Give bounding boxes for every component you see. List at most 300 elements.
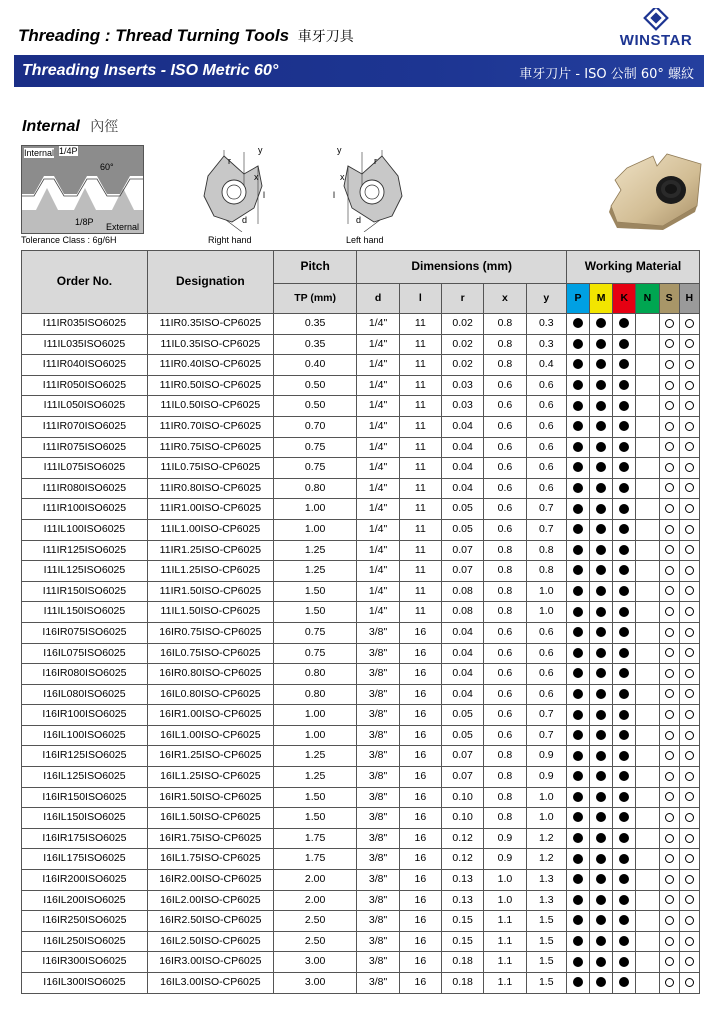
cell-material-n xyxy=(636,458,659,479)
cell-material-s xyxy=(659,540,679,561)
suitable-circle-icon xyxy=(685,957,694,966)
cell-r: 0.04 xyxy=(442,622,484,643)
cell-material-k xyxy=(613,519,636,540)
profile-quarter-pitch: 1/4P xyxy=(59,146,78,156)
cell-tp: 0.70 xyxy=(273,416,357,437)
suitable-circle-icon xyxy=(665,463,674,472)
cell-d: 3/8" xyxy=(357,931,399,952)
cell-material-m xyxy=(590,540,613,561)
cell-material-p xyxy=(566,828,589,849)
recommended-dot-icon xyxy=(596,812,606,822)
cell-x: 0.6 xyxy=(484,622,526,643)
cell-d: 3/8" xyxy=(357,973,399,994)
cell-designation: 16IR2.00ISO-CP6025 xyxy=(147,870,273,891)
suitable-circle-icon xyxy=(665,381,674,390)
cell-material-p xyxy=(566,581,589,602)
cell-d: 1/4" xyxy=(357,334,399,355)
cell-designation: 11IR0.80ISO-CP6025 xyxy=(147,478,273,499)
cell-x: 0.6 xyxy=(484,519,526,540)
cell-material-s xyxy=(659,911,679,932)
cell-order-no: I16IL125ISO6025 xyxy=(22,767,148,788)
recommended-dot-icon xyxy=(619,565,629,575)
spec-table xyxy=(21,250,700,994)
cell-d: 1/4" xyxy=(357,561,399,582)
cell-designation: 11IL0.35ISO-CP6025 xyxy=(147,334,273,355)
cell-r: 0.08 xyxy=(442,581,484,602)
cell-material-s xyxy=(659,622,679,643)
table-row xyxy=(22,499,700,520)
cell-material-h xyxy=(679,911,699,932)
cell-material-h xyxy=(679,787,699,808)
cell-material-k xyxy=(613,664,636,685)
cell-x: 1.1 xyxy=(484,952,526,973)
page-title xyxy=(18,26,354,46)
cell-material-k xyxy=(613,561,636,582)
rh-dim-x: x xyxy=(254,172,259,182)
cell-x: 0.6 xyxy=(484,396,526,417)
cell-l: 11 xyxy=(399,499,441,520)
cell-y: 1.5 xyxy=(526,911,566,932)
cell-material-k xyxy=(613,540,636,561)
cell-order-no: I11IR100ISO6025 xyxy=(22,499,148,520)
cell-material-s xyxy=(659,561,679,582)
cell-material-s xyxy=(659,416,679,437)
recommended-dot-icon xyxy=(573,648,583,658)
suitable-circle-icon xyxy=(685,607,694,616)
suitable-circle-icon xyxy=(685,710,694,719)
cell-material-m xyxy=(590,849,613,870)
cell-designation: 11IR0.75ISO-CP6025 xyxy=(147,437,273,458)
cell-d: 1/4" xyxy=(357,314,399,335)
cell-material-h xyxy=(679,334,699,355)
cell-l: 16 xyxy=(399,643,441,664)
cell-material-n xyxy=(636,499,659,520)
cell-order-no: I16IL250ISO6025 xyxy=(22,931,148,952)
cell-material-s xyxy=(659,437,679,458)
suitable-circle-icon xyxy=(685,360,694,369)
recommended-dot-icon xyxy=(619,380,629,390)
cell-y: 0.6 xyxy=(526,622,566,643)
cell-material-n xyxy=(636,808,659,829)
cell-l: 16 xyxy=(399,828,441,849)
cell-d: 3/8" xyxy=(357,664,399,685)
lh-dim-l: l xyxy=(333,190,335,200)
cell-material-n xyxy=(636,828,659,849)
cell-material-n xyxy=(636,622,659,643)
table-row xyxy=(22,684,700,705)
recommended-dot-icon xyxy=(573,751,583,761)
cell-order-no: I11IL150ISO6025 xyxy=(22,602,148,623)
cell-d: 1/4" xyxy=(357,375,399,396)
recommended-dot-icon xyxy=(596,710,606,720)
suitable-circle-icon xyxy=(665,566,674,575)
material-p: P xyxy=(566,284,589,314)
cell-x: 1.1 xyxy=(484,911,526,932)
cell-material-p xyxy=(566,561,589,582)
recommended-dot-icon xyxy=(619,607,629,617)
recommended-dot-icon xyxy=(619,895,629,905)
header-d: d xyxy=(357,284,399,314)
recommended-dot-icon xyxy=(573,421,583,431)
cell-tp: 0.80 xyxy=(273,664,357,685)
cell-r: 0.10 xyxy=(442,787,484,808)
cell-material-m xyxy=(590,561,613,582)
cell-x: 0.8 xyxy=(484,561,526,582)
cell-material-p xyxy=(566,416,589,437)
cell-material-p xyxy=(566,725,589,746)
suitable-circle-icon xyxy=(665,772,674,781)
cell-material-h xyxy=(679,375,699,396)
cell-d: 3/8" xyxy=(357,952,399,973)
material-m: M xyxy=(590,284,613,314)
table-row xyxy=(22,334,700,355)
table-row xyxy=(22,849,700,870)
cell-tp: 1.00 xyxy=(273,519,357,540)
recommended-dot-icon xyxy=(596,874,606,884)
recommended-dot-icon xyxy=(573,586,583,596)
cell-material-m xyxy=(590,375,613,396)
recommended-dot-icon xyxy=(573,668,583,678)
rh-dim-y: y xyxy=(258,145,263,155)
cell-order-no: I16IR175ISO6025 xyxy=(22,828,148,849)
cell-material-n xyxy=(636,437,659,458)
suitable-circle-icon xyxy=(665,483,674,492)
cell-r: 0.05 xyxy=(442,519,484,540)
cell-material-p xyxy=(566,849,589,870)
cell-tp: 1.00 xyxy=(273,705,357,726)
cell-r: 0.13 xyxy=(442,890,484,911)
cell-designation: 11IR0.50ISO-CP6025 xyxy=(147,375,273,396)
recommended-dot-icon xyxy=(596,462,606,472)
table-row xyxy=(22,416,700,437)
cell-y: 0.6 xyxy=(526,643,566,664)
cell-material-m xyxy=(590,705,613,726)
cell-material-k xyxy=(613,767,636,788)
cell-material-m xyxy=(590,767,613,788)
cell-material-n xyxy=(636,314,659,335)
cell-order-no: I11IL050ISO6025 xyxy=(22,396,148,417)
cell-l: 11 xyxy=(399,581,441,602)
cell-material-h xyxy=(679,890,699,911)
suitable-circle-icon xyxy=(685,339,694,348)
cell-material-k xyxy=(613,849,636,870)
suitable-circle-icon xyxy=(665,360,674,369)
cell-d: 3/8" xyxy=(357,746,399,767)
recommended-dot-icon xyxy=(596,339,606,349)
cell-x: 0.6 xyxy=(484,375,526,396)
cell-l: 16 xyxy=(399,911,441,932)
recommended-dot-icon xyxy=(596,730,606,740)
cell-l: 11 xyxy=(399,561,441,582)
recommended-dot-icon xyxy=(573,359,583,369)
table-row xyxy=(22,952,700,973)
cell-designation: 11IL1.25ISO-CP6025 xyxy=(147,561,273,582)
cell-d: 1/4" xyxy=(357,581,399,602)
cell-material-m xyxy=(590,334,613,355)
cell-material-p xyxy=(566,355,589,376)
cell-x: 1.1 xyxy=(484,973,526,994)
cell-d: 1/4" xyxy=(357,355,399,376)
cell-order-no: I16IR100ISO6025 xyxy=(22,705,148,726)
recommended-dot-icon xyxy=(619,977,629,987)
recommended-dot-icon xyxy=(619,730,629,740)
table-row xyxy=(22,890,700,911)
cell-material-m xyxy=(590,396,613,417)
suitable-circle-icon xyxy=(685,545,694,554)
cell-material-k xyxy=(613,952,636,973)
cell-x: 0.6 xyxy=(484,705,526,726)
suitable-circle-icon xyxy=(665,895,674,904)
cell-designation: 11IL0.50ISO-CP6025 xyxy=(147,396,273,417)
cell-x: 0.6 xyxy=(484,684,526,705)
cell-y: 0.6 xyxy=(526,478,566,499)
cell-r: 0.15 xyxy=(442,911,484,932)
cell-material-p xyxy=(566,458,589,479)
cell-x: 0.8 xyxy=(484,808,526,829)
cell-material-p xyxy=(566,334,589,355)
material-s: S xyxy=(659,284,679,314)
cell-material-k xyxy=(613,478,636,499)
recommended-dot-icon xyxy=(596,586,606,596)
suitable-circle-icon xyxy=(665,937,674,946)
cell-designation: 16IR2.50ISO-CP6025 xyxy=(147,911,273,932)
cell-l: 11 xyxy=(399,602,441,623)
cell-material-m xyxy=(590,725,613,746)
page-title-text: Threading : Thread Turning Tools xyxy=(18,26,290,45)
section-title-text: Internal xyxy=(22,118,80,135)
suitable-circle-icon xyxy=(665,689,674,698)
cell-x: 0.8 xyxy=(484,314,526,335)
recommended-dot-icon xyxy=(573,854,583,864)
cell-order-no: I16IL300ISO6025 xyxy=(22,973,148,994)
cell-material-h xyxy=(679,808,699,829)
cell-r: 0.07 xyxy=(442,767,484,788)
cell-designation: 16IL2.50ISO-CP6025 xyxy=(147,931,273,952)
suitable-circle-icon xyxy=(665,957,674,966)
lh-dim-y: y xyxy=(337,145,342,155)
suitable-circle-icon xyxy=(685,586,694,595)
cell-tp: 1.50 xyxy=(273,808,357,829)
cell-material-k xyxy=(613,684,636,705)
cell-r: 0.15 xyxy=(442,931,484,952)
cell-material-h xyxy=(679,416,699,437)
cell-material-s xyxy=(659,725,679,746)
cell-d: 1/4" xyxy=(357,437,399,458)
cell-material-h xyxy=(679,952,699,973)
cell-y: 0.8 xyxy=(526,540,566,561)
cell-designation: 11IL0.75ISO-CP6025 xyxy=(147,458,273,479)
cell-d: 3/8" xyxy=(357,911,399,932)
suitable-circle-icon xyxy=(665,422,674,431)
recommended-dot-icon xyxy=(619,936,629,946)
cell-material-k xyxy=(613,622,636,643)
cell-material-m xyxy=(590,664,613,685)
cell-x: 0.6 xyxy=(484,643,526,664)
cell-order-no: I16IR300ISO6025 xyxy=(22,952,148,973)
suitable-circle-icon xyxy=(685,772,694,781)
cell-r: 0.12 xyxy=(442,828,484,849)
suitable-circle-icon xyxy=(685,792,694,801)
table-row xyxy=(22,375,700,396)
suitable-circle-icon xyxy=(665,731,674,740)
cell-material-h xyxy=(679,746,699,767)
cell-order-no: I11IR150ISO6025 xyxy=(22,581,148,602)
recommended-dot-icon xyxy=(619,483,629,493)
suitable-circle-icon xyxy=(665,504,674,513)
cell-material-n xyxy=(636,931,659,952)
cell-material-s xyxy=(659,458,679,479)
recommended-dot-icon xyxy=(596,915,606,925)
cell-material-m xyxy=(590,478,613,499)
cell-material-h xyxy=(679,725,699,746)
suitable-circle-icon xyxy=(685,813,694,822)
band-subtitle: 車牙刀片 - ISO 公制 60° 螺紋 xyxy=(519,67,694,82)
cell-l: 16 xyxy=(399,684,441,705)
recommended-dot-icon xyxy=(573,977,583,987)
table-row xyxy=(22,746,700,767)
cell-material-k xyxy=(613,416,636,437)
suitable-circle-icon xyxy=(685,978,694,987)
cell-tp: 0.35 xyxy=(273,334,357,355)
cell-r: 0.05 xyxy=(442,499,484,520)
suitable-circle-icon xyxy=(685,937,694,946)
table-row xyxy=(22,581,700,602)
cell-material-n xyxy=(636,767,659,788)
cell-material-h xyxy=(679,561,699,582)
cell-material-h xyxy=(679,870,699,891)
recommended-dot-icon xyxy=(619,339,629,349)
cell-material-s xyxy=(659,890,679,911)
cell-designation: 16IR3.00ISO-CP6025 xyxy=(147,952,273,973)
cell-material-k xyxy=(613,643,636,664)
recommended-dot-icon xyxy=(596,689,606,699)
cell-designation: 16IR0.75ISO-CP6025 xyxy=(147,622,273,643)
cell-y: 0.7 xyxy=(526,499,566,520)
header-order-no: Order No. xyxy=(22,251,148,314)
cell-material-n xyxy=(636,911,659,932)
cell-material-h xyxy=(679,643,699,664)
suitable-circle-icon xyxy=(685,319,694,328)
cell-material-s xyxy=(659,664,679,685)
suitable-circle-icon xyxy=(685,731,694,740)
cell-material-k xyxy=(613,787,636,808)
suitable-circle-icon xyxy=(665,545,674,554)
suitable-circle-icon xyxy=(665,813,674,822)
cell-l: 16 xyxy=(399,952,441,973)
suitable-circle-icon xyxy=(665,710,674,719)
cell-l: 16 xyxy=(399,787,441,808)
cell-material-h xyxy=(679,581,699,602)
cell-material-p xyxy=(566,519,589,540)
cell-material-k xyxy=(613,499,636,520)
cell-tp: 1.75 xyxy=(273,849,357,870)
table-row xyxy=(22,540,700,561)
recommended-dot-icon xyxy=(596,957,606,967)
cell-material-p xyxy=(566,808,589,829)
cell-x: 0.8 xyxy=(484,767,526,788)
cell-d: 3/8" xyxy=(357,870,399,891)
cell-material-k xyxy=(613,355,636,376)
suitable-circle-icon xyxy=(665,525,674,534)
cell-designation: 16IL1.75ISO-CP6025 xyxy=(147,849,273,870)
cell-l: 16 xyxy=(399,767,441,788)
suitable-circle-icon xyxy=(665,916,674,925)
cell-material-n xyxy=(636,746,659,767)
cell-d: 1/4" xyxy=(357,396,399,417)
header-dimensions: Dimensions (mm) xyxy=(357,251,567,284)
cell-tp: 0.80 xyxy=(273,684,357,705)
cell-material-m xyxy=(590,581,613,602)
cell-order-no: I16IL175ISO6025 xyxy=(22,849,148,870)
cell-designation: 16IR1.25ISO-CP6025 xyxy=(147,746,273,767)
cell-r: 0.10 xyxy=(442,808,484,829)
cell-material-h xyxy=(679,314,699,335)
cell-material-p xyxy=(566,952,589,973)
recommended-dot-icon xyxy=(619,957,629,967)
recommended-dot-icon xyxy=(619,833,629,843)
table-row xyxy=(22,602,700,623)
cell-y: 1.0 xyxy=(526,581,566,602)
cell-r: 0.05 xyxy=(442,705,484,726)
thread-profile-diagram xyxy=(21,145,144,234)
recommended-dot-icon xyxy=(573,462,583,472)
recommended-dot-icon xyxy=(573,627,583,637)
cell-y: 1.5 xyxy=(526,973,566,994)
cell-material-k xyxy=(613,911,636,932)
recommended-dot-icon xyxy=(596,751,606,761)
cell-material-p xyxy=(566,787,589,808)
cell-material-h xyxy=(679,602,699,623)
suitable-circle-icon xyxy=(685,463,694,472)
recommended-dot-icon xyxy=(596,565,606,575)
cell-y: 0.9 xyxy=(526,767,566,788)
suitable-circle-icon xyxy=(665,978,674,987)
left-hand-label: Left hand xyxy=(346,235,384,245)
cell-tp: 3.00 xyxy=(273,952,357,973)
cell-material-h xyxy=(679,355,699,376)
material-k: K xyxy=(613,284,636,314)
cell-x: 0.8 xyxy=(484,787,526,808)
cell-r: 0.04 xyxy=(442,664,484,685)
suitable-circle-icon xyxy=(685,381,694,390)
cell-material-h xyxy=(679,499,699,520)
recommended-dot-icon xyxy=(596,936,606,946)
cell-x: 1.0 xyxy=(484,870,526,891)
cell-y: 0.9 xyxy=(526,746,566,767)
recommended-dot-icon xyxy=(573,545,583,555)
cell-l: 16 xyxy=(399,808,441,829)
cell-material-m xyxy=(590,519,613,540)
cell-d: 1/4" xyxy=(357,540,399,561)
table-row xyxy=(22,622,700,643)
section-title-cjk: 內徑 xyxy=(90,119,119,135)
cell-material-h xyxy=(679,973,699,994)
cell-order-no: I11IR070ISO6025 xyxy=(22,416,148,437)
right-hand-insert-icon xyxy=(196,146,276,232)
cell-x: 0.9 xyxy=(484,828,526,849)
cell-l: 11 xyxy=(399,334,441,355)
recommended-dot-icon xyxy=(619,504,629,514)
cell-order-no: I11IL125ISO6025 xyxy=(22,561,148,582)
recommended-dot-icon xyxy=(573,504,583,514)
cell-l: 11 xyxy=(399,458,441,479)
cell-l: 16 xyxy=(399,849,441,870)
cell-tp: 0.75 xyxy=(273,458,357,479)
cell-order-no: I11IR125ISO6025 xyxy=(22,540,148,561)
cell-material-s xyxy=(659,952,679,973)
cell-material-k xyxy=(613,705,636,726)
suitable-circle-icon xyxy=(665,751,674,760)
